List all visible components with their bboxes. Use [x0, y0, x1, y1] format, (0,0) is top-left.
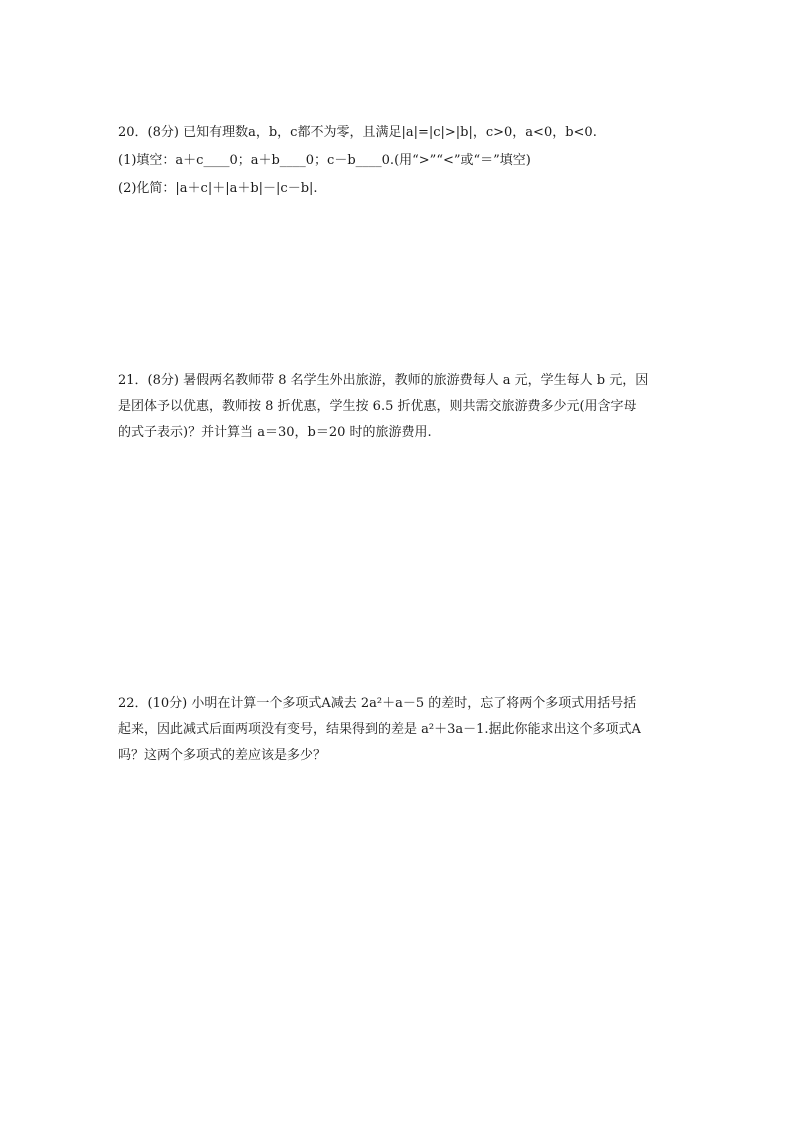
problem-22 — [118, 691, 678, 769]
problem-21-line-3: 的式子表示)？并计算当 a＝30，b＝20 时的旅游费用. — [118, 425, 432, 440]
problem-20-part-1: (1)填空：a＋c____0；a＋b____0；c－b____0.(用“>”“<”或“＝”填空) — [118, 153, 531, 168]
problem-22-line-3: 吗？这两个多项式的差应该是多少？ — [118, 748, 327, 763]
problem-21 — [118, 368, 678, 446]
problem-21-line-1: 21．(8分) 暑假两名教师带 8 名学生外出旅游，教师的旅游费每人 a 元，学生每人 b 元，因 — [118, 373, 649, 388]
problem-20-part-2: (2)化简：|a＋c|＋|a＋b|－|c－b|. — [118, 181, 318, 196]
problem-20 — [118, 119, 678, 203]
problem-21-line-2: 是团体予以优惠，教师按 8 折优惠，学生按 6.5 折优惠，则共需交旅游费多少元(用含字母 — [118, 399, 637, 414]
problem-20-statement: 20．(8分) 已知有理数a，b，c都不为零，且满足|a|=|c|>|b|，c>0，a<0，b<0. — [118, 125, 597, 140]
problem-22-line-1: 22．(10分) 小明在计算一个多项式A减去 2a²＋a－5 的差时，忘了将两个多项式用括号括 — [118, 696, 637, 711]
problem-22-line-2: 起来，因此减式后面两项没有变号，结果得到的差是 a²＋3a－1.据此你能求出这个多项式A — [118, 722, 641, 737]
